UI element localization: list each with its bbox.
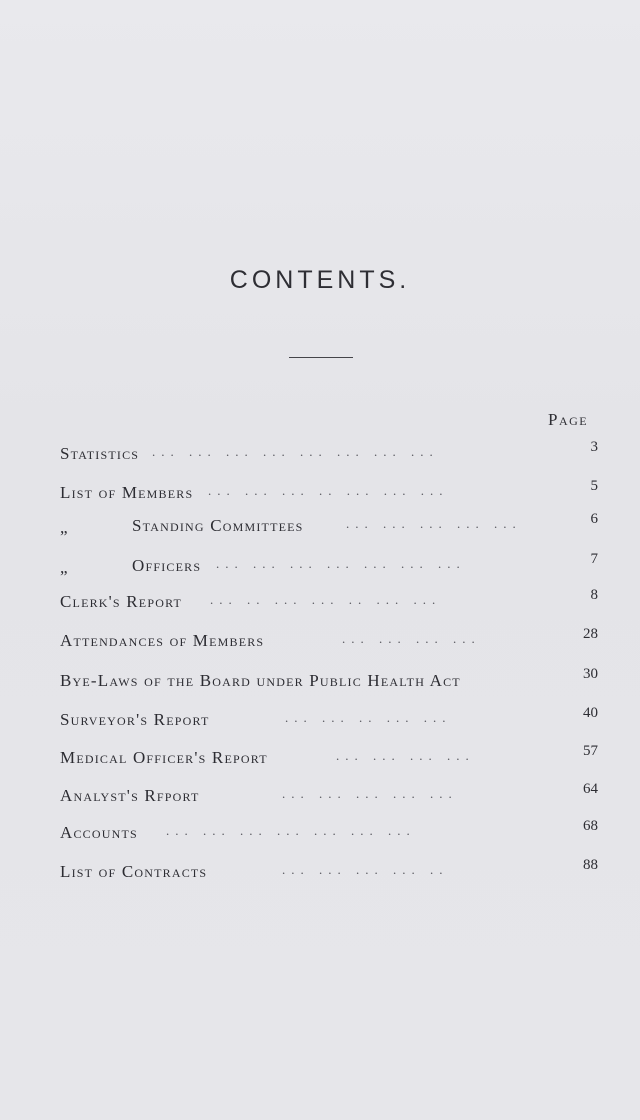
entry-page-number: 40 [583, 705, 598, 721]
contents-entry [60, 743, 600, 772]
contents-entry [60, 587, 600, 616]
entry-label: List of Contracts [60, 862, 208, 881]
entry-page-number: 3 [590, 439, 598, 455]
dot-leader: ... ... ... ... [342, 631, 481, 646]
dot-leader: ... ... ... ... ... ... ... [216, 556, 466, 571]
entry-page-number: 5 [590, 478, 598, 494]
contents-entry [60, 511, 600, 540]
entry-label: Officers [132, 556, 202, 575]
entry-label: Accounts [60, 823, 138, 842]
entry-page-number: 64 [583, 781, 598, 797]
entry-label: Bye-Laws of the Board under Public Health Act [60, 671, 461, 690]
page-title: CONTENTS. [229, 266, 411, 294]
entry-label: Attendances of Members [60, 631, 265, 650]
contents-entry [60, 439, 600, 468]
dot-leader: ... ... ... ... ... [282, 786, 458, 801]
entry-label: Surveyor's Report [60, 710, 210, 729]
entry-page-number: 88 [583, 857, 598, 873]
entry-page-number: 8 [590, 587, 598, 603]
entry-label: Clerk's Report [60, 592, 183, 611]
entry-label: Statistics [60, 444, 140, 463]
dot-leader: ... ... ... ... ... [346, 516, 522, 531]
contents-entry [60, 818, 600, 847]
dot-leader: ... ... .. ... ... [285, 710, 452, 725]
contents-entry [60, 626, 600, 655]
entry-page-number: 30 [583, 666, 598, 682]
entry-label: Analyst's Rfport [60, 786, 200, 805]
ditto-mark: „ [60, 518, 69, 537]
entry-label: Standing Committees [132, 516, 304, 535]
entry-page-number: 57 [583, 743, 598, 759]
entry-page-number: 7 [590, 551, 598, 567]
contents-entry [60, 551, 600, 580]
dot-leader: ... ... ... ... ... ... ... [166, 823, 416, 838]
dot-leader: ... ... ... ... .. [282, 862, 449, 877]
entry-page-number: 28 [583, 626, 598, 642]
contents-entry [60, 478, 600, 507]
ditto-mark: „ [60, 558, 69, 577]
contents-entry [60, 705, 600, 734]
page-column-header: Page [548, 410, 589, 429]
dot-leader: ... .. ... ... .. ... ... [210, 592, 442, 607]
dot-leader: ... ... ... ... [336, 748, 475, 763]
entry-label: Medical Officer's Report [60, 748, 268, 767]
contents-entry [60, 857, 600, 886]
entry-label: List of Members [60, 483, 194, 502]
contents-entry [60, 781, 600, 810]
entry-page-number: 68 [583, 818, 598, 834]
dot-leader: ... ... ... .. ... ... ... [208, 483, 449, 498]
dot-leader: ... ... ... ... ... ... ... ... [152, 444, 439, 459]
entry-page-number: 6 [590, 511, 598, 527]
contents-entry [60, 666, 600, 695]
